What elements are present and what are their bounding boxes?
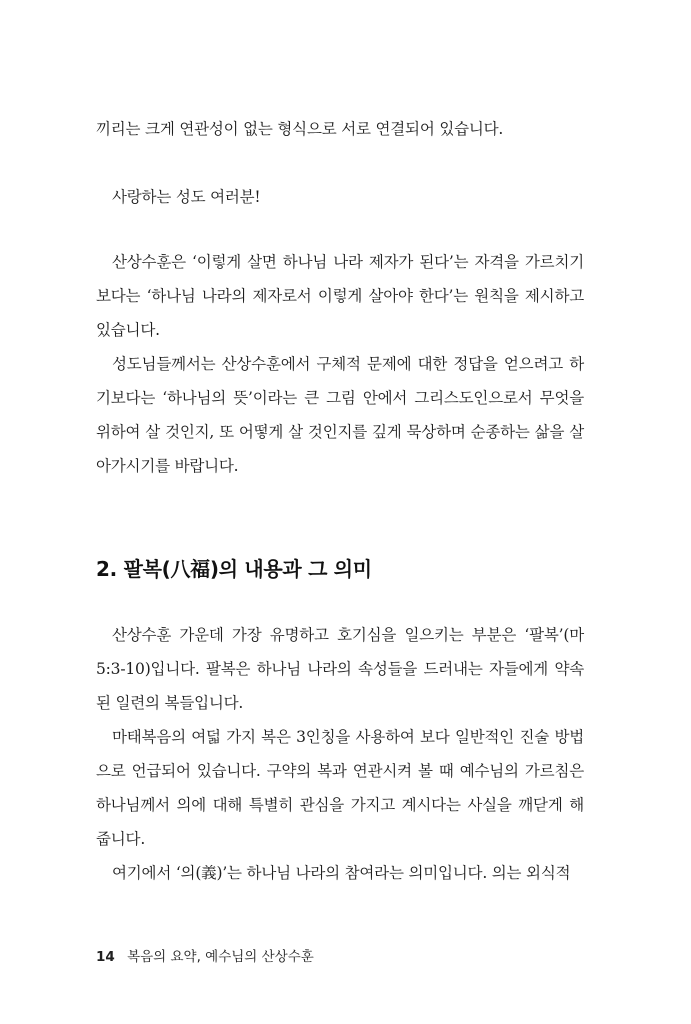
running-title: 복음의 요약, 예수님의 산상수훈 [127,949,314,965]
paragraph-righteousness: 여기에서 ‘의(義)’는 하나님 나라의 참여라는 의미입니다. 의는 외식적 [112,864,571,882]
paragraph-matthew-blessings: 마태복음의 여덟 가지 복은 3인칭을 사용하여 보다 일반적인 진술 방법으로 언급되어 있습니다. 구약의 복과 연관시켜 볼 때 예수님의 가르침은 하나님께서 의에 대해 특별히 관심을 가지고 계시다는 사실을 깨닫게 해 줍니다. [96,728,584,848]
paragraph-sermon-on-mount-principle: 산상수훈은 ‘이렇게 살면 하나님 나라 제자가 된다’는 자격을 가르치기보다는 ‘하나님 나라의 제자로서 이렇게 살아야 한다’는 원칙을 제시하고 있습니다. [96,253,584,339]
section-heading: 2. 팔복(八福)의 내용과 그 의미 [96,557,372,581]
paragraph-continuation: 끼리는 크게 연관성이 없는 형식으로 서로 연결되어 있습니다. [96,120,504,138]
paragraph-exhortation: 성도님들께서는 산상수훈에서 구체적 문제에 대한 정답을 얻으려고 하기보다는 ‘하나님의 뜻’이라는 큰 그림 안에서 그리스도인으로서 무엇을 위하여 살 것인지, 또 어떻게 살 것인지를 깊게 묵상하며 순종하는 삶을 살아가시기를 바랍니다. [96,355,584,475]
paragraph-beatitudes-intro: 산상수훈 가운데 가장 유명하고 호기심을 일으키는 부분은 ‘팔복’(마 5:3-10)입니다. 팔복은 하나님 나라의 속성들을 드러내는 자들에게 약속된 일련의 복들입니다. [96,626,585,712]
paragraph-address: 사랑하는 성도 여러분! [112,188,261,206]
page-number: 14 [96,949,115,965]
page-footer [96,945,314,965]
